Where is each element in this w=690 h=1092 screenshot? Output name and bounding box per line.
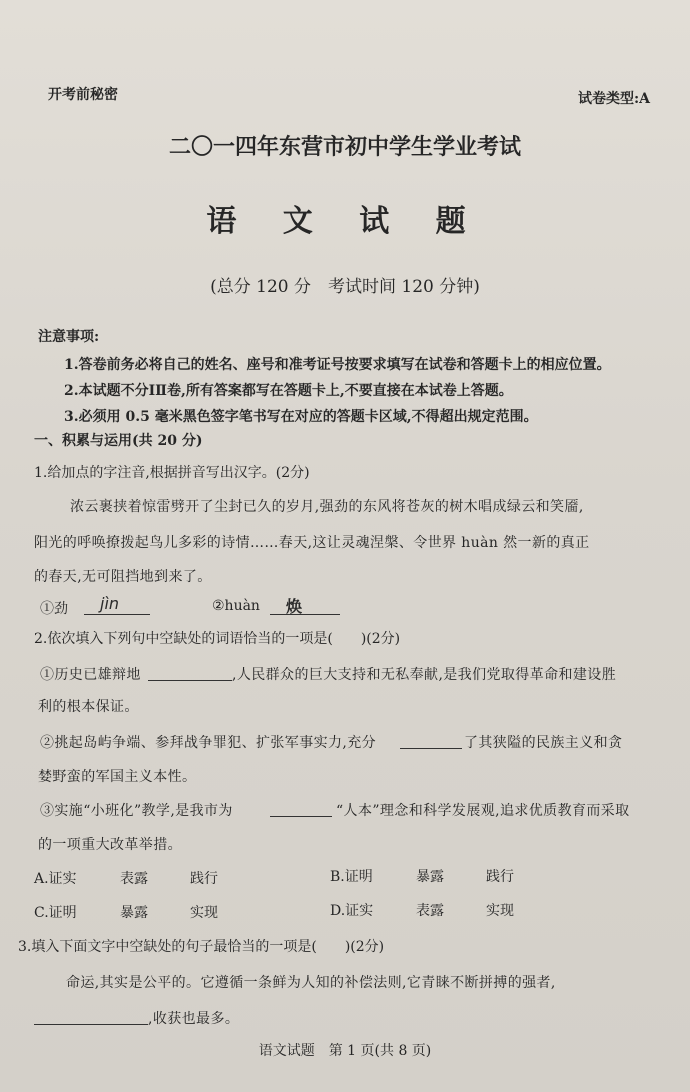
q2-sentence3-part2: “人本”理念和科学发展观,追求优质教育而采取 bbox=[336, 803, 630, 819]
bleed-through-mark bbox=[400, 100, 411, 116]
q1-passage-line-2: 阳光的呼唤撩拨起鸟儿多彩的诗情……春天,这让灵魂涅槃、令世界 huàn 然一新的真正 bbox=[34, 535, 590, 551]
q1-passage-line-3: 的春天,无可阻挡地到来了。 bbox=[34, 569, 212, 585]
q2-option-d bbox=[330, 900, 514, 920]
note-item-1: 1.答卷前务必将自己的姓名、座号和准考证号按要求填写在试卷和答题卡上的相应位置。 bbox=[64, 357, 611, 373]
option-c-word3: 实现 bbox=[190, 905, 218, 921]
q1-blank2-label: ②huàn bbox=[212, 598, 260, 614]
q2-sentence2-part1: ②挑起岛屿争端、参拜战争罪犯、扩张军事实力,充分 bbox=[40, 735, 377, 751]
q2-sentence2-part3: 婪野蛮的军国主义本性。 bbox=[38, 769, 197, 785]
note-item-2: 2.本试题不分ⅠⅡ卷,所有答案都写在答题卡上,不要直接在本试卷上答题。 bbox=[64, 383, 513, 399]
score-time-line: (总分 120 分 考试时间 120 分钟) bbox=[210, 277, 480, 297]
q2-sentence3-part3: 的一项重大改革举措。 bbox=[38, 837, 182, 853]
note-item-3: 3.必须用 0.5 毫米黑色签字笔书写在对应的答题卡区域,不得超出规定范围。 bbox=[64, 409, 538, 425]
q2-sentence1-part1: ①历史已雄辩地 bbox=[40, 667, 141, 683]
q3-passage-line-1: 命运,其实是公平的。它遵循一条鲜为人知的补偿法则,它青睐不断拼搏的强者, bbox=[66, 975, 556, 991]
exam-title: 二〇一四年东营市初中学生学业考试 bbox=[168, 134, 521, 160]
q2-sentence2-part2: 了其狭隘的民族主义和贪 bbox=[464, 735, 623, 751]
option-c-word1: C.证明 bbox=[34, 905, 77, 921]
notes-heading: 注意事项: bbox=[38, 329, 100, 345]
q1-blank1-label: ①劲 bbox=[40, 601, 68, 617]
q2-option-a bbox=[34, 868, 218, 888]
q1-blank2-handwriting: 焕 bbox=[286, 597, 303, 616]
option-b-word3: 践行 bbox=[486, 869, 514, 885]
q2-blank2-line bbox=[400, 748, 462, 749]
page-footer: 语文试题 第 1 页(共 8 页) bbox=[258, 1043, 432, 1059]
option-a-word3: 践行 bbox=[190, 871, 218, 887]
section-heading: 一、积累与运用(共 20 分) bbox=[34, 433, 203, 449]
q1-blank2-line bbox=[270, 614, 340, 615]
option-b-word1: B.证明 bbox=[330, 869, 373, 885]
paper-type-label: 试卷类型:A bbox=[578, 91, 651, 107]
q2-option-b bbox=[330, 866, 514, 886]
option-d-word1: D.证实 bbox=[330, 903, 374, 919]
q2-stem: 2.依次填入下列句中空缺处的词语恰当的一项是( )(2分) bbox=[34, 631, 401, 647]
q2-option-c bbox=[34, 902, 218, 922]
option-b-word2: 暴露 bbox=[416, 869, 444, 885]
q1-passage-line-1: 浓云裹挟着惊雷劈开了尘封已久的岁月,强劲的东风将苍灰的树木唱成绿云和笑靥, bbox=[70, 499, 584, 515]
q2-blank3-line bbox=[270, 816, 332, 817]
option-d-word3: 实现 bbox=[486, 903, 514, 919]
q3-passage-line-2: ,收获也最多。 bbox=[148, 1011, 240, 1027]
subject-title: 语 文 试 题 bbox=[206, 204, 484, 239]
q3-stem: 3.填入下面文字中空缺处的句子最恰当的一项是( )(2分) bbox=[18, 939, 385, 955]
confidential-label: 开考前秘密 bbox=[48, 87, 118, 103]
q3-blank-line bbox=[34, 1024, 148, 1025]
option-a-word2: 表露 bbox=[120, 871, 148, 887]
q2-blank1-line bbox=[148, 680, 232, 681]
q1-stem: 1.给加点的字注音,根据拼音写出汉字。(2分) bbox=[34, 465, 310, 481]
q2-sentence1-part2: ,人民群众的巨大支持和无私奉献,是我们党取得革命和建设胜 bbox=[232, 667, 617, 683]
q1-blank1-handwriting: jìn bbox=[100, 594, 120, 613]
q2-sentence3-part1: ③实施“小班化”教学,是我市为 bbox=[40, 803, 233, 819]
option-c-word2: 暴露 bbox=[120, 905, 148, 921]
q1-blank1-line bbox=[84, 614, 150, 615]
option-d-word2: 表露 bbox=[416, 903, 444, 919]
option-a-word1: A.证实 bbox=[34, 871, 77, 887]
q2-sentence1-part3: 利的根本保证。 bbox=[38, 699, 139, 715]
